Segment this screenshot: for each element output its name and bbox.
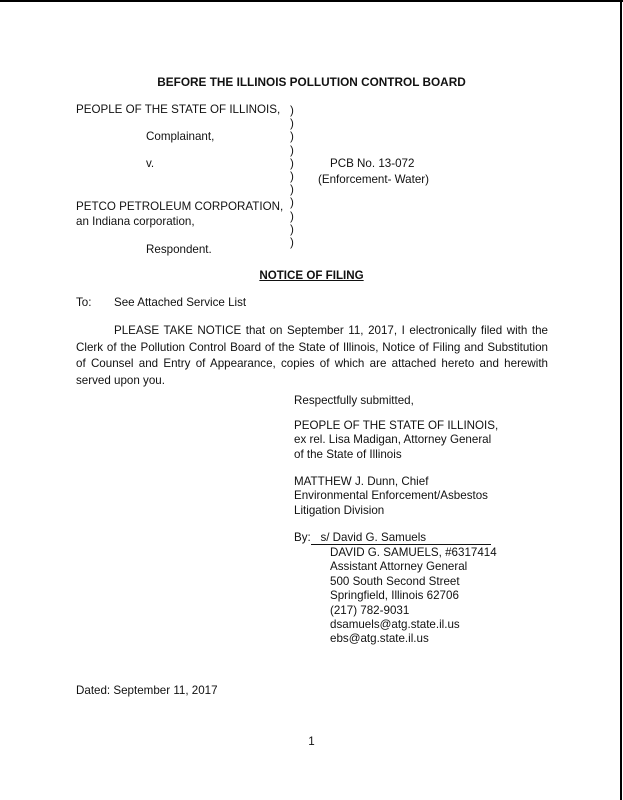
to-recipients: See Attached Service List bbox=[114, 296, 247, 309]
paren: ) bbox=[290, 143, 294, 157]
scan-right-edge bbox=[620, 0, 622, 800]
division-line: Environmental Enforcement/Asbestos bbox=[294, 489, 488, 503]
attorney-line: DAVID G. SAMUELS, #6317414 bbox=[330, 546, 497, 559]
division-block bbox=[294, 475, 488, 518]
attorney-email: dsamuels@atg.state.il.us bbox=[330, 618, 460, 632]
case-number: PCB No. 13-072 bbox=[330, 157, 415, 170]
scan-top-edge bbox=[0, 0, 623, 2]
page-number: 1 bbox=[308, 735, 315, 748]
attorney-line: 500 South Second Street bbox=[330, 574, 460, 588]
dated-line: Dated: September 11, 2017 bbox=[76, 684, 218, 697]
to-label: To: bbox=[76, 296, 92, 309]
respondent-name: PETCO PETROLEUM CORPORATION, bbox=[76, 200, 284, 213]
paren: ) bbox=[290, 130, 294, 144]
attorney-line: Springfield, Illinois 62706 bbox=[330, 589, 459, 603]
attorney-line: Assistant Attorney General bbox=[330, 560, 468, 574]
division-line: MATTHEW J. Dunn, Chief bbox=[294, 475, 429, 488]
party-block bbox=[294, 419, 498, 462]
caption-parentheses bbox=[290, 104, 294, 249]
paren: ) bbox=[290, 196, 294, 210]
paren: ) bbox=[290, 236, 294, 250]
versus-label: v. bbox=[146, 157, 155, 170]
paren: ) bbox=[290, 222, 294, 236]
complainant-role: Complainant, bbox=[146, 130, 215, 143]
respondent-role: Respondent. bbox=[146, 243, 212, 256]
signature-underline bbox=[311, 532, 491, 545]
signature-line bbox=[294, 532, 491, 545]
notice-body: PLEASE TAKE NOTICE that on September 11, 2017, I electronically filed with the Clerk of the Pollution Control Board of the State of Illinois, Notice of Filing and Substitution of Counsel and Entry of Appearance, copies of which are attached hereto and herewith served upon you. bbox=[76, 324, 548, 387]
closing: Respectfully submitted, bbox=[294, 394, 414, 407]
attorney-block bbox=[330, 546, 497, 647]
division-line: Litigation Division bbox=[294, 503, 385, 517]
respondent-description: an Indiana corporation, bbox=[76, 215, 195, 228]
complainant-name: PEOPLE OF THE STATE OF ILLINOIS, bbox=[76, 103, 281, 116]
party-line: ex rel. Lisa Madigan, Attorney General bbox=[294, 433, 492, 447]
service-email: ebs@atg.state.il.us bbox=[330, 632, 429, 646]
notice-heading: NOTICE OF FILING bbox=[259, 269, 364, 282]
attorney-line: (217) 782-9031 bbox=[330, 603, 410, 617]
paren: ) bbox=[290, 209, 294, 223]
document-title: BEFORE THE ILLINOIS POLLUTION CONTROL BOARD bbox=[157, 75, 466, 89]
party-line: PEOPLE OF THE STATE OF ILLINOIS, bbox=[294, 419, 499, 432]
party-line: of the State of Illinois bbox=[294, 447, 402, 461]
case-type: (Enforcement- Water) bbox=[318, 173, 430, 186]
paren: ) bbox=[290, 156, 294, 170]
signature-text: s/ David G. Samuels bbox=[320, 531, 427, 544]
by-label: By: bbox=[294, 531, 311, 544]
paren: ) bbox=[290, 104, 294, 117]
paren: ) bbox=[290, 183, 294, 197]
paren: ) bbox=[290, 117, 294, 131]
paren: ) bbox=[290, 170, 294, 184]
